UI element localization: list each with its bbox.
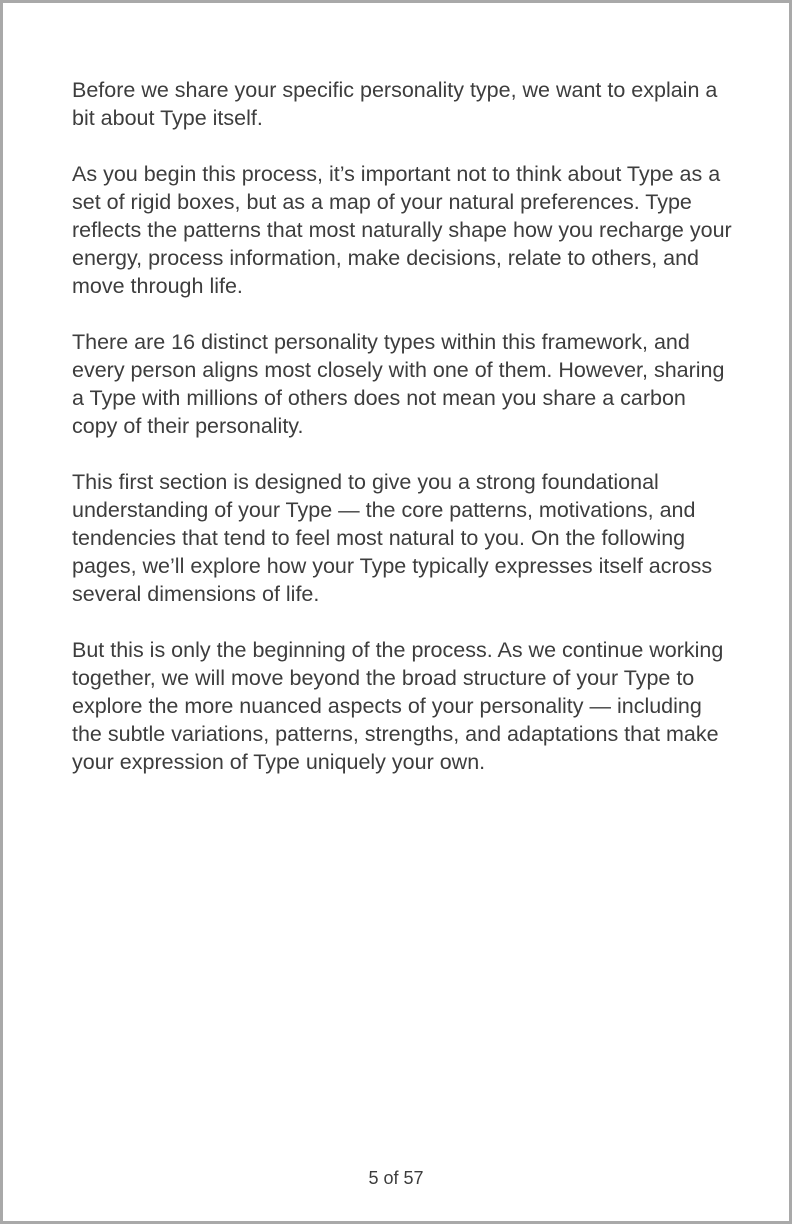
paragraph-intro: Before we share your specific personality type, we want to explain a bit about Type itself. [72,78,718,130]
page-number: 5 of 57 [368,1168,424,1188]
paragraph-beginning: But this is only the beginning of the process. As we continue working together, we will move beyond the broad structure of your Type to explore the more nuanced aspects of your personality — including the subtle variations, patterns, strengths, and adaptations that make your expression of Type uniquely your own. [72,638,724,774]
paragraph-first-section: This first section is designed to give you a strong foundational understanding of your Type — the core patterns, motivations, and tendencies that tend to feel most natural to you. On the following pages, we’ll explore how your Type typically expresses itself across several dimensions of life. [72,470,713,606]
paragraph-type-as-map: As you begin this process, it’s important not to think about Type as a set of rigid boxes, but as a map of your natural preferences. Type reflects the patterns that most naturally shape how you recharge your energy, process information, make decisions, relate to others, and move through life. [72,162,732,298]
body-text [72,76,732,804]
paragraph-sixteen-types: There are 16 distinct personality types within this framework, and every person aligns most closely with one of them. However, sharing a Type with millions of others does not mean you share a carbon copy of their personality. [72,330,725,438]
